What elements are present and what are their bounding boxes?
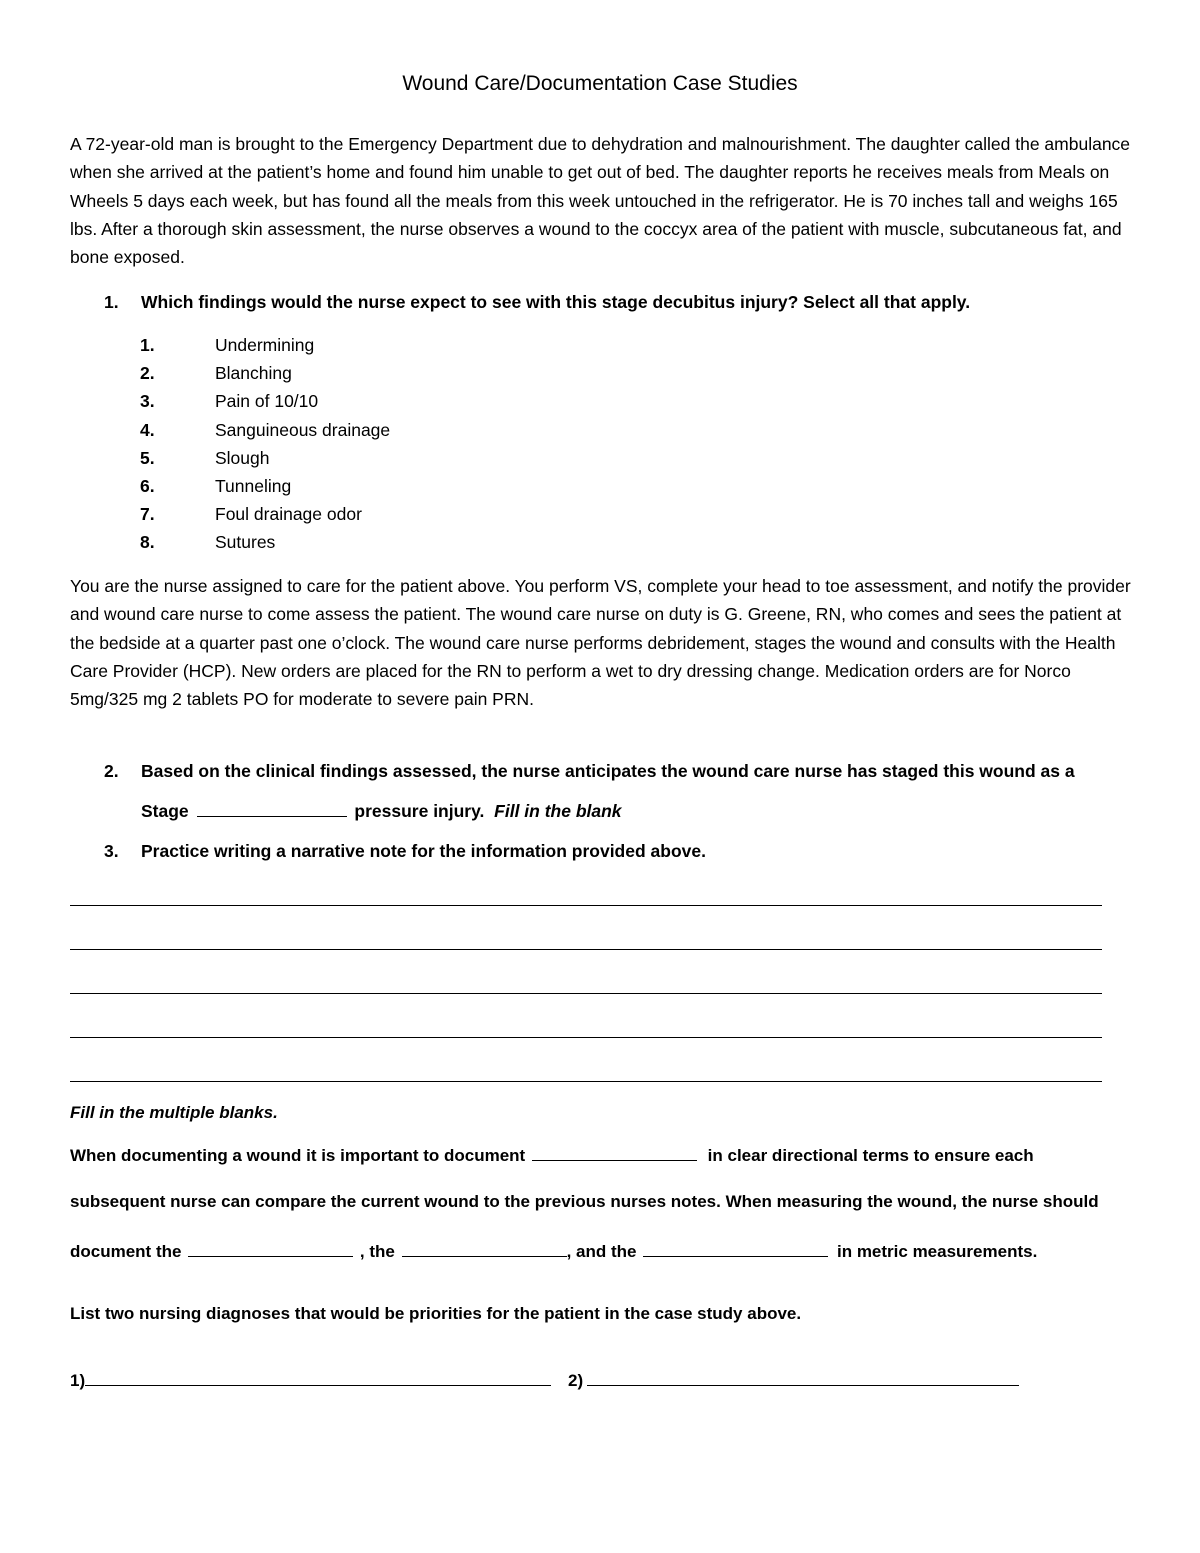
diagnosis-1-label: 1) xyxy=(70,1371,86,1390)
fill-line-3-the: , the xyxy=(359,1242,395,1261)
option-label: Tunneling xyxy=(215,476,292,496)
question-1-number: 1. xyxy=(104,292,119,312)
narrative-note-line[interactable] xyxy=(70,993,1102,994)
diagnosis-1 xyxy=(70,1368,551,1392)
question-2-stage-wrap xyxy=(141,797,622,825)
option-item xyxy=(140,500,362,528)
diagnoses-prompt: List two nursing diagnoses that would be priorities for the patient in the case study above. xyxy=(70,1304,802,1323)
option-number: 3. xyxy=(140,391,155,411)
page-title: Wound Care/Documentation Case Studies xyxy=(402,72,798,95)
length-blank[interactable] xyxy=(188,1239,353,1257)
option-label: Foul drainage odor xyxy=(215,504,362,524)
question-3-number: 3. xyxy=(104,841,119,861)
fill-line-1 xyxy=(70,1143,1034,1167)
stage-after-text: pressure injury. xyxy=(354,801,485,821)
option-item xyxy=(140,387,318,415)
option-item xyxy=(140,444,270,472)
fill-in-instruction: Fill in the blank xyxy=(494,801,622,821)
diagnosis-1-blank[interactable] xyxy=(85,1368,551,1386)
option-item xyxy=(140,416,390,444)
fill-line-3-end: in metric measurements. xyxy=(836,1242,1038,1261)
location-blank[interactable] xyxy=(532,1143,697,1161)
fill-line-2: subsequent nurse can compare the current wound to the previous nurses notes. When measuring the wound, the nurse should xyxy=(70,1192,1099,1211)
fill-section-heading: Fill in the multiple blanks. xyxy=(70,1103,278,1122)
fill-line-1-end: in clear directional terms to ensure each xyxy=(707,1146,1034,1165)
narrative-note-line[interactable] xyxy=(70,905,1102,906)
option-item xyxy=(140,528,275,556)
fill-line-3-and: , and the xyxy=(566,1242,637,1261)
stage-blank[interactable] xyxy=(197,799,347,817)
fill-line-3-start: document the xyxy=(70,1242,182,1261)
question-1-text: Which findings would the nurse expect to see with this stage decubitus injury? Select all that apply. xyxy=(141,292,971,312)
option-label: Undermining xyxy=(215,335,315,355)
option-number: 6. xyxy=(140,476,155,496)
option-item xyxy=(140,472,291,500)
narrative-note-line[interactable] xyxy=(70,1037,1102,1038)
option-label: Pain of 10/10 xyxy=(215,391,319,411)
question-3-text: Practice writing a narrative note for the information provided above. xyxy=(141,841,706,861)
width-blank[interactable] xyxy=(402,1239,567,1257)
option-number: 2. xyxy=(140,363,155,383)
option-number: 1. xyxy=(140,335,155,355)
option-number: 4. xyxy=(140,420,155,440)
option-label: Sanguineous drainage xyxy=(215,420,391,440)
diagnosis-2-blank[interactable] xyxy=(587,1368,1019,1386)
narrative-note-line[interactable] xyxy=(70,1081,1102,1082)
option-label: Sutures xyxy=(215,532,276,552)
option-item xyxy=(140,331,314,359)
stage-label: Stage xyxy=(141,801,189,821)
narrative-note-line[interactable] xyxy=(70,949,1102,950)
fill-line-3 xyxy=(70,1239,1037,1263)
option-number: 8. xyxy=(140,532,155,552)
depth-blank[interactable] xyxy=(643,1239,828,1257)
option-label: Blanching xyxy=(215,363,292,383)
option-item xyxy=(140,359,292,387)
diagnosis-2-label: 2) xyxy=(568,1371,584,1390)
option-number: 7. xyxy=(140,504,155,524)
fill-line-1-start: When documenting a wound it is important to document xyxy=(70,1146,526,1165)
diagnosis-2 xyxy=(568,1368,1019,1392)
case-intro-paragraph: A 72-year-old man is brought to the Emergency Department due to dehydration and malnourishment. The daughter called the ambulance when she arrived at the patient’s home and found him unable to get out of bed. The daughter reports he receives meals from Meals on Wheels 5 days each week, but has found all the meals from this week untouched in the refrigerator. He is 70 inches tall and weighs 165 lbs. After a thorough skin assessment, the nurse observes a wound to the coccyx area of the patient with muscle, subcutaneous fat, and bone exposed. xyxy=(70,134,1131,268)
option-label: Slough xyxy=(215,448,270,468)
question-2-number: 2. xyxy=(104,761,119,781)
question-2-text: Based on the clinical findings assessed, the nurse anticipates the wound care nurse has staged this wound as a xyxy=(141,761,1075,781)
option-number: 5. xyxy=(140,448,155,468)
scenario-paragraph: You are the nurse assigned to care for the patient above. You perform VS, complete your head to toe assessment, and notify the provider and wound care nurse to come assess the patient. The wound care nurse on duty is G. Greene, RN, who comes and sees the patient at the bedside at a quarter past one o’clock. The wound care nurse performs debridement, stages the wound and consults with the Health Care Provider (HCP). New orders are placed for the RN to perform a wet to dry dressing change. Medication orders are for Norco 5mg/325 mg 2 tablets PO for moderate to severe pain PRN. xyxy=(70,576,1131,710)
